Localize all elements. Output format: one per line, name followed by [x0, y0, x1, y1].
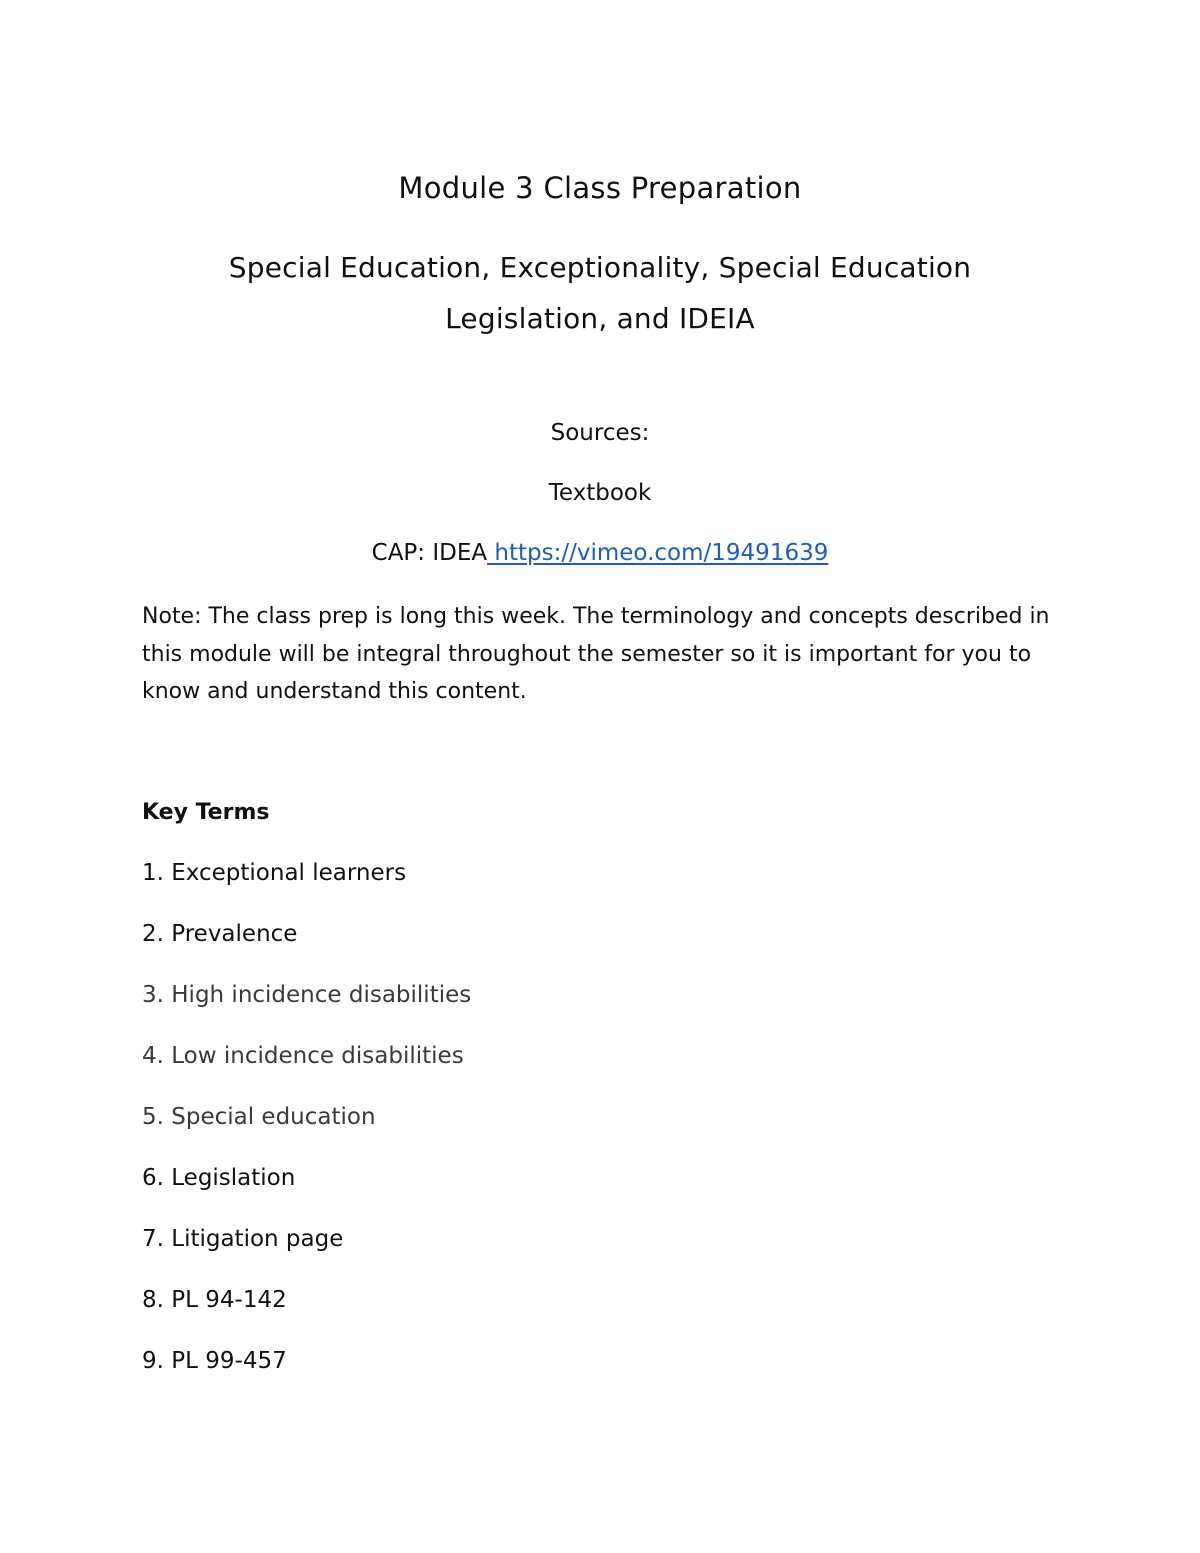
note-paragraph: Note: The class prep is long this week. The terminology and concepts described in this module will be integral throughout the semester so it is important for you to know and understand this content.: [142, 604, 1050, 704]
subtitle-line-1: Special Education, Exceptionality, Special Education: [228, 251, 972, 284]
source-cap: [0, 538, 1200, 568]
source-textbook: Textbook: [548, 480, 652, 506]
list-item: 6. Legislation: [142, 1165, 296, 1191]
list-item: 5. Special education: [142, 1104, 376, 1130]
list-item: 7. Litigation page: [142, 1226, 344, 1252]
document-title: Module 3 Class Preparation: [398, 171, 802, 205]
vimeo-link[interactable]: https://vimeo.com/19491639: [487, 540, 829, 566]
list-item: 8. PL 94-142: [142, 1287, 287, 1313]
list-item: 2. Prevalence: [142, 921, 298, 947]
key-terms-list: [142, 858, 842, 1407]
key-terms-heading: Key Terms: [142, 800, 270, 825]
cap-prefix: CAP: IDEA: [371, 540, 488, 566]
list-item: 1. Exceptional learners: [142, 860, 407, 886]
list-item: 3. High incidence disabilities: [142, 982, 472, 1008]
list-item: 9. PL 99-457: [142, 1348, 287, 1374]
subtitle-line-2: Legislation, and IDEIA: [445, 302, 755, 335]
document-subtitle: [0, 242, 1200, 344]
list-item: 4. Low incidence disabilities: [142, 1043, 464, 1069]
sources-label: Sources:: [550, 420, 650, 446]
